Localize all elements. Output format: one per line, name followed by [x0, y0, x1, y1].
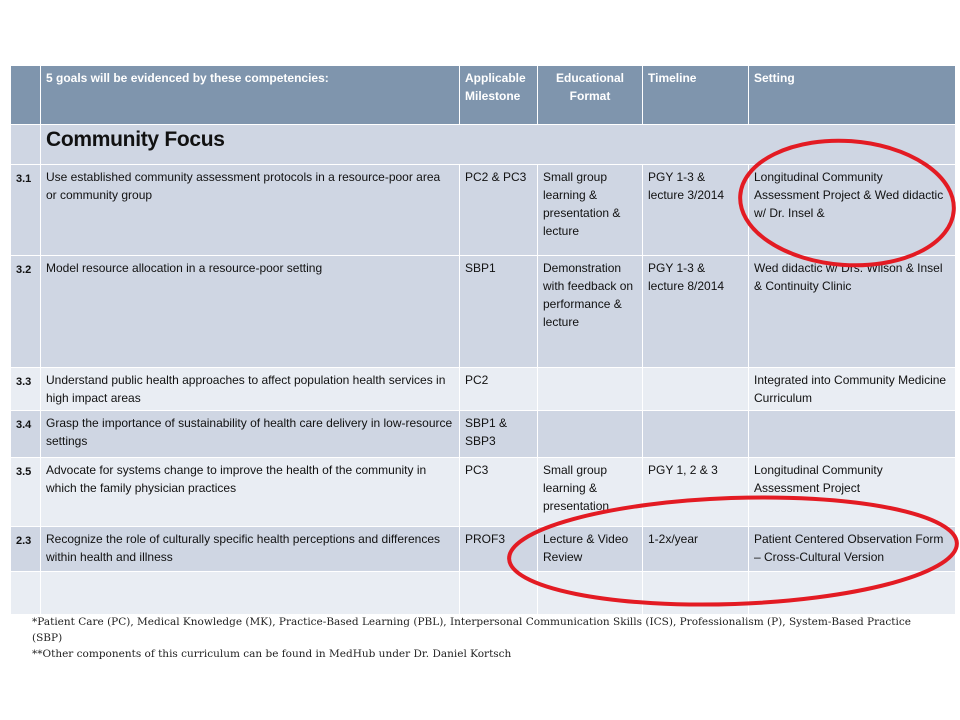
milestone-cell: SBP1	[460, 256, 538, 368]
format-cell: Small group learning & presentation & lecture	[538, 165, 643, 256]
milestone-cell: PC2	[460, 368, 538, 411]
competency-cell: Use established community assessment protocols in a resource-poor area or community group	[41, 165, 460, 256]
row-num: 3.4	[11, 411, 41, 458]
timeline-cell: PGY 1-3 & lecture 3/2014	[643, 165, 749, 256]
table-row	[11, 527, 956, 572]
format-cell: Demonstration with feedback on performance & lecture	[538, 256, 643, 368]
competency-cell: Model resource allocation in a resource-poor setting	[41, 256, 460, 368]
milestone-cell: PROF3	[460, 527, 538, 572]
format-cell	[538, 411, 643, 458]
header-num	[11, 66, 41, 125]
header-timeline: Timeline	[643, 66, 749, 125]
milestone-cell: SBP1 & SBP3	[460, 411, 538, 458]
format-cell	[538, 572, 643, 615]
setting-cell	[749, 411, 956, 458]
section-row	[11, 125, 956, 165]
footnote-medhub: **Other components of this curriculum can be found in MedHub under Dr. Daniel Kortsch	[32, 648, 512, 660]
table-row	[11, 572, 956, 615]
footnote-abbreviations: *Patient Care (PC), Medical Knowledge (MK), Practice-Based Learning (PBL), Interpersonal Communication Skills (ICS), Professionalism (P), System-Based Practice (SBP)	[32, 616, 911, 644]
setting-cell	[749, 572, 956, 615]
setting-cell: Integrated into Community Medicine Curriculum	[749, 368, 956, 411]
header-milestone: Applicable Milestone	[460, 66, 538, 125]
header-setting: Setting	[749, 66, 956, 125]
row-num: 3.3	[11, 368, 41, 411]
timeline-cell	[643, 572, 749, 615]
row-num: 3.1	[11, 165, 41, 256]
timeline-cell: PGY 1-3 & lecture 8/2014	[643, 256, 749, 368]
timeline-cell: 1-2x/year	[643, 527, 749, 572]
setting-cell: Longitudinal Community Assessment Project	[749, 458, 956, 527]
table-row	[11, 458, 956, 527]
timeline-cell	[643, 368, 749, 411]
format-cell: Small group learning & presentation	[538, 458, 643, 527]
table-row	[11, 368, 956, 411]
table-header-row	[11, 66, 956, 125]
timeline-cell: PGY 1, 2 & 3	[643, 458, 749, 527]
row-num: 3.2	[11, 256, 41, 368]
setting-cell: Patient Centered Observation Form – Cross-Cultural Version	[749, 527, 956, 572]
timeline-cell	[643, 411, 749, 458]
header-competencies: 5 goals will be evidenced by these competencies:	[41, 66, 460, 125]
milestone-cell	[460, 572, 538, 615]
competency-cell: Advocate for systems change to improve the health of the community in which the family physician practices	[41, 458, 460, 527]
row-num: 3.5	[11, 458, 41, 527]
format-cell: Lecture & Video Review	[538, 527, 643, 572]
footnotes	[32, 614, 937, 662]
setting-cell: Wed didactic w/ Drs. Wilson & Insel & Continuity Clinic	[749, 256, 956, 368]
competency-table	[10, 65, 956, 615]
section-title: Community Focus	[41, 125, 956, 165]
table-row	[11, 256, 956, 368]
header-format: Educational Format	[538, 66, 643, 125]
setting-cell: Longitudinal Community Assessment Project & Wed didactic w/ Dr. Insel &	[749, 165, 956, 256]
competency-cell: Recognize the role of culturally specific health perceptions and differences within health and illness	[41, 527, 460, 572]
table-row	[11, 165, 956, 256]
competency-cell	[41, 572, 460, 615]
competency-table-container	[10, 65, 955, 615]
format-cell	[538, 368, 643, 411]
row-num	[11, 572, 41, 615]
competency-cell: Understand public health approaches to affect population health services in high impact areas	[41, 368, 460, 411]
milestone-cell: PC2 & PC3	[460, 165, 538, 256]
competency-cell: Grasp the importance of sustainability of health care delivery in low-resource settings	[41, 411, 460, 458]
table-row	[11, 411, 956, 458]
milestone-cell: PC3	[460, 458, 538, 527]
row-num: 2.3	[11, 527, 41, 572]
section-num-cell	[11, 125, 41, 165]
